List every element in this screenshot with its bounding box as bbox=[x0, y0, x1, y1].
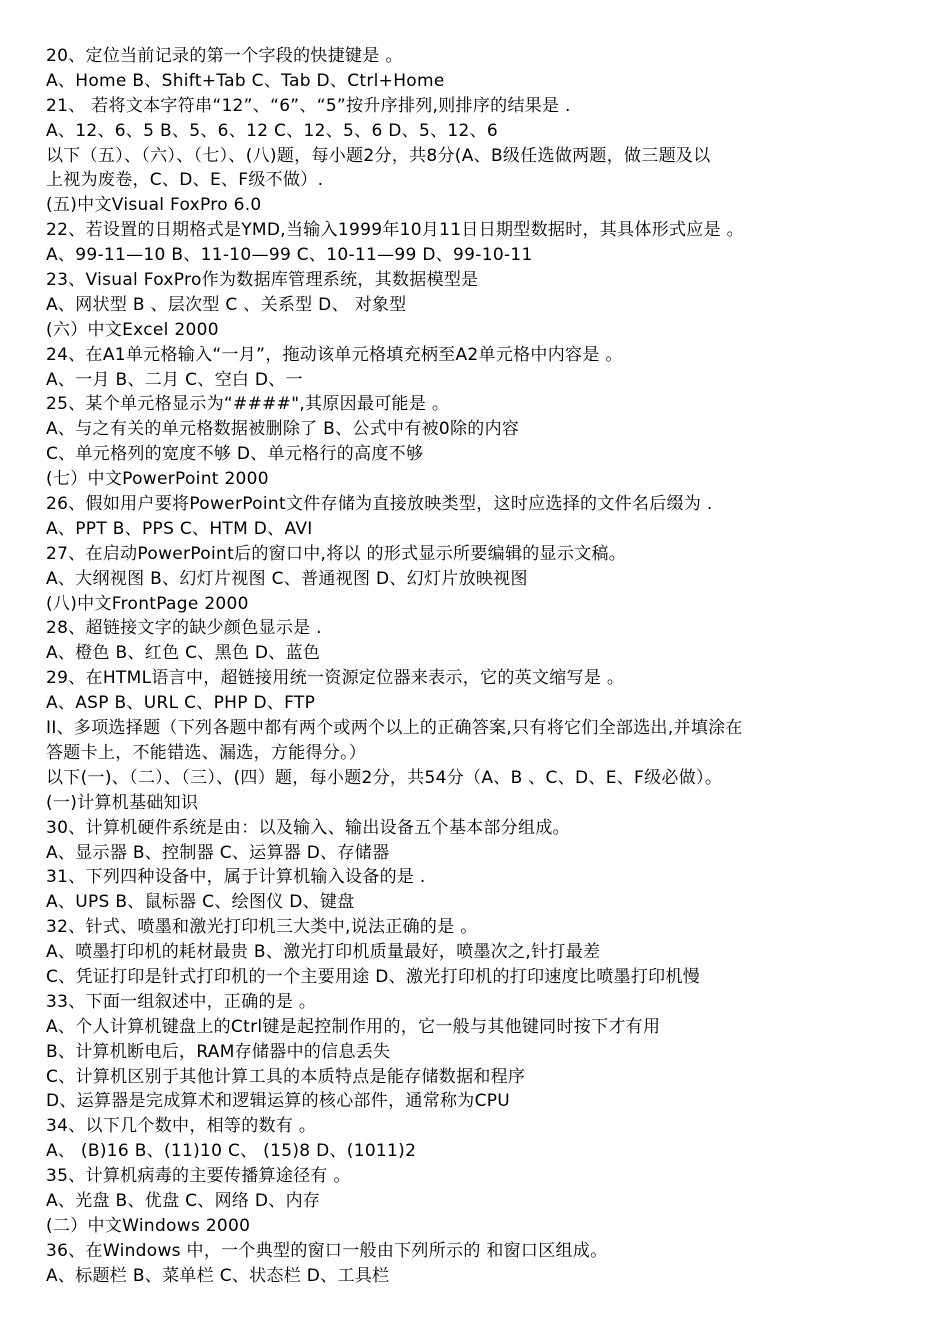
text-line: 25、某个单元格显示为“####",其原因最可能是 。 bbox=[46, 394, 450, 415]
text-line: 30、计算机硬件系统是由：以及输入、输出设备五个基本部分组成。 bbox=[46, 817, 570, 838]
text-line: 28、超链接文字的缺少颜色显示是 . bbox=[46, 618, 322, 639]
text-line: C、计算机区别于其他计算工具的本质特点是能存储数据和程序 bbox=[46, 1066, 526, 1087]
text-line: 以下（五）、（六）、（七）、(八)题，每小题2分，共8分(A、B级任选做两题，做三题及以 bbox=[46, 145, 711, 166]
document-body bbox=[46, 44, 916, 1289]
text-line: (八)中文FrontPage 2000 bbox=[46, 593, 249, 614]
text-line: 24、在A1单元格输入“一月”，拖动该单元格填充柄至A2单元格中内容是 。 bbox=[46, 344, 623, 365]
text-line: A、12、6、5 B、5、6、12 C、12、5、6 D、5、12、6 bbox=[46, 120, 499, 141]
text-line: A、大纲视图 B、幻灯片视图 C、普通视图 D、幻灯片放映视图 bbox=[46, 568, 528, 589]
text-line: 上视为废卷，C、D、E、F级不做）. bbox=[46, 170, 324, 191]
text-line: 33、下面一组叙述中，正确的是 。 bbox=[46, 991, 317, 1012]
text-line: (七）中文PowerPoint 2000 bbox=[46, 469, 269, 490]
text-line: (一)计算机基础知识 bbox=[46, 792, 199, 813]
text-line: 答题卡上，不能错选、漏选，方能得分。） bbox=[46, 742, 367, 763]
text-line: 31、下列四种设备中，属于计算机输入设备的是 . bbox=[46, 867, 426, 888]
text-line: 22、若设置的日期格式是YMD,当输入1999年10月11日日期型数据时，其具体形式应是 。 bbox=[46, 220, 744, 241]
text-line: 以下(一)、（二）、（三）、(四）题，每小题2分，共54分（A、B 、C、D、E、F级必做）。 bbox=[46, 767, 723, 788]
text-line: II、多项选择题（下列各题中都有两个或两个以上的正确答案,只有将它们全部选出,并填涂在 bbox=[46, 718, 743, 739]
text-line: 23、Visual FoxPro作为数据库管理系统，其数据模型是 bbox=[46, 270, 479, 291]
text-line: A、Home B、Shift+Tab C、Tab D、Ctrl+Home bbox=[46, 70, 445, 91]
text-line: 29、在HTML语言中，超链接用统一资源定位器来表示，它的英文缩写是 。 bbox=[46, 668, 625, 689]
text-line: A、喷墨打印机的耗材最贵 B、激光打印机质量最好，喷墨次之,针打最差 bbox=[46, 942, 601, 963]
text-line: A、一月 B、二月 C、空白 D、一 bbox=[46, 369, 303, 390]
text-line: A、网状型 B 、层次型 C 、关系型 D、 对象型 bbox=[46, 294, 407, 315]
text-line: 20、定位当前记录的第一个字段的快捷键是 。 bbox=[46, 46, 403, 66]
text-line: B、计算机断电后，RAM存储器中的信息丢失 bbox=[46, 1041, 391, 1062]
text-line: A、ASP B、URL C、PHP D、FTP bbox=[46, 693, 316, 714]
text-line: A、个人计算机键盘上的Ctrl键是起控制作用的，它一般与其他键同时按下才有用 bbox=[46, 1016, 661, 1037]
text-line: 36、在Windows 中，一个典型的窗口一般由下列所示的 和窗口区组成。 bbox=[46, 1240, 608, 1261]
text-line: (五)中文Visual FoxPro 6.0 bbox=[46, 195, 262, 216]
text-line: A、橙色 B、红色 C、黑色 D、蓝色 bbox=[46, 643, 321, 664]
text-line: A、标题栏 B、菜单栏 C、状态栏 D、工具栏 bbox=[46, 1265, 390, 1286]
text-line: A、UPS B、鼠标器 C、绘图仪 D、键盘 bbox=[46, 892, 355, 913]
text-line: A、光盘 B、优盘 C、网络 D、内存 bbox=[46, 1190, 321, 1211]
text-line: 26、假如用户要将PowerPoint文件存储为直接放映类型，这时应选择的文件名后缀为 . bbox=[46, 494, 713, 515]
text-line: D、运算器是完成算术和逻辑运算的核心部件，通常称为CPU bbox=[46, 1091, 511, 1112]
text-line: (二）中文Windows 2000 bbox=[46, 1215, 251, 1236]
text-line: A、 (B)16 B、(11)10 C、 (15)8 D、(1011)2 bbox=[46, 1141, 417, 1162]
text-line: (六）中文Excel 2000 bbox=[46, 319, 219, 340]
text-line: A、99-11—10 B、11-10—99 C、10-11—99 D、99-10-11 bbox=[46, 245, 533, 266]
text-line: C、单元格列的宽度不够 D、单元格行的高度不够 bbox=[46, 444, 424, 465]
text-line: 32、针式、喷墨和激光打印机三大类中,说法正确的是 。 bbox=[46, 917, 478, 938]
text-line: A、PPT B、PPS C、HTM D、AVI bbox=[46, 518, 313, 539]
text-line: 34、以下几个数中，相等的数有 。 bbox=[46, 1116, 317, 1137]
text-line: A、显示器 B、控制器 C、运算器 D、存储器 bbox=[46, 842, 390, 863]
text-line: C、凭证打印是针式打印机的一个主要用途 D、激光打印机的打印速度比喷墨打印机慢 bbox=[46, 966, 701, 987]
text-line: 35、计算机病毒的主要传播算途径有 。 bbox=[46, 1166, 351, 1187]
text-line: 21、 若将文本字符串“12”、“6”、“5”按升序排列,则排序的结果是 . bbox=[46, 95, 571, 116]
text-line: 27、在启动PowerPoint后的窗口中,将以 的形式显示所要编辑的显示文稿。 bbox=[46, 543, 627, 564]
text-line: A、与之有关的单元格数据被删除了 B、公式中有被0除的内容 bbox=[46, 419, 520, 440]
